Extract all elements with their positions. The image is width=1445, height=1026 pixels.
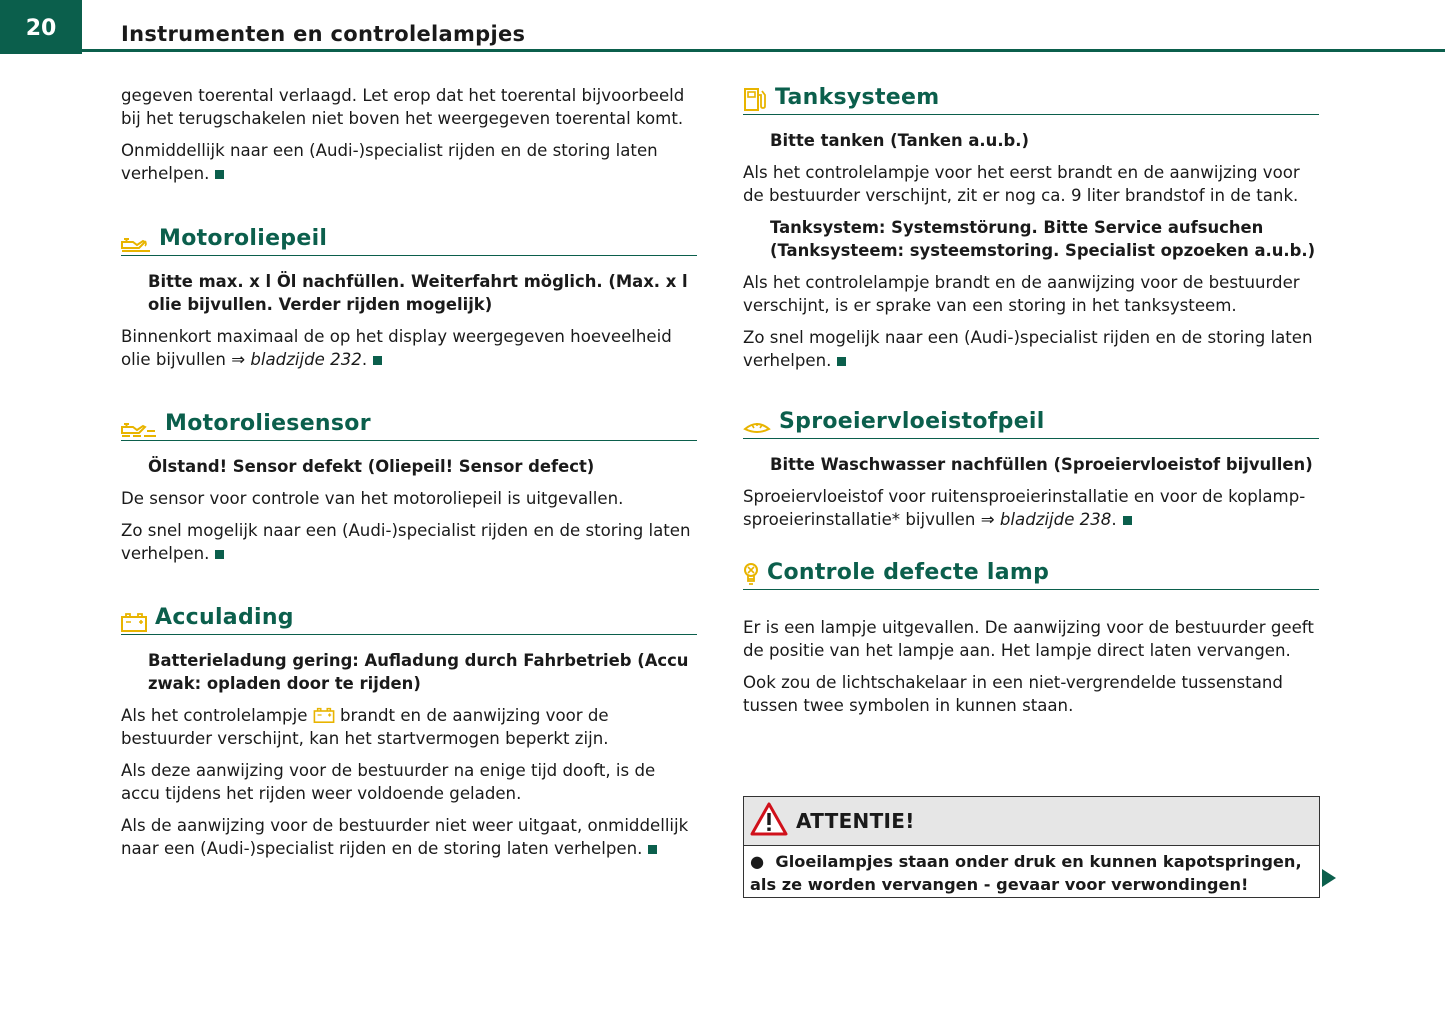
page-number: 20 — [0, 0, 82, 54]
end-mark-icon — [648, 845, 657, 854]
end-mark-icon — [837, 357, 846, 366]
reference-arrow-icon: ⇒ — [231, 350, 246, 369]
paragraph: Zo snel mogelijk naar een (Audi-)specialist rijden en de storing laten verhelpen. — [121, 521, 691, 563]
warning-box — [743, 796, 1320, 898]
section-acculading-heading — [121, 604, 697, 635]
header-rule — [82, 49, 1445, 52]
end-mark-icon — [215, 170, 224, 179]
oil-can-sensor-icon — [121, 410, 157, 438]
section-motoroliepeil-heading — [121, 225, 697, 256]
continue-arrow-icon — [1322, 869, 1336, 887]
paragraph: Als het controlelampje voor het eerst brandt en de aanwijzing voor de bestuurder verschijnt, zit er nog ca. 9 liter brandstof in de tank. — [743, 163, 1300, 205]
washer-fluid-icon — [743, 408, 771, 436]
reference-arrow-icon: ⇒ — [980, 510, 995, 529]
display-message: Tanksystem: Systemstörung. Bitte Service aufsuchen (Tanksysteem: systeemstoring. Specialist opzoeken a.u.b.) — [770, 218, 1316, 260]
fuel-pump-icon — [743, 84, 767, 112]
warning-header — [744, 797, 1319, 846]
paragraph: De sensor voor controle van het motoroliepeil is uitgevallen. — [121, 489, 624, 508]
warning-triangle-icon — [750, 802, 788, 840]
display-message: Ölstand! Sensor defekt (Oliepeil! Sensor defect) — [148, 457, 595, 476]
paragraph: Als de aanwijzing voor de bestuurder niet weer uitgaat, onmiddellijk naar een (Audi-)specialist rijden en de storing laten verhelpen. — [121, 816, 689, 858]
paragraph: Ook zou de lichtschakelaar in een niet-vergrendelde tussenstand tussen twee symbolen in kunnen staan. — [743, 673, 1283, 715]
chapter-title: Instrumenten en controlelampjes — [121, 22, 526, 46]
battery-icon — [313, 706, 335, 725]
section-title: Tanksysteem — [775, 85, 940, 110]
warning-text: ● Gloeilampjes staan onder druk en kunnen kapotspringen, als ze worden vervangen - gevaar voor verwondingen! — [750, 852, 1302, 894]
paragraph: Als het controlelampje brandt en de aanwijzing voor de bestuurder verschijnt, kan het startvermogen beperkt zijn. — [121, 706, 609, 748]
intro-paragraph-1: gegeven toerental verlaagd. Let erop dat het toerental bijvoorbeeld bij het terugschakelen niet boven het weergegeven toerental komt. — [121, 86, 685, 128]
intro-paragraph-2: Onmiddellijk naar een (Audi-)specialist rijden en de storing laten verhelpen. — [121, 141, 658, 183]
paragraph: Sproeiervloeistof voor ruitensproeierinstallatie en voor de koplamp-sproeierinstallatie* bijvullen ⇒ bladzijde 238. — [743, 487, 1306, 529]
paragraph: Als het controlelampje brandt en de aanwijzing voor de bestuurder verschijnt, is er sprake van een storing in het tanksysteem. — [743, 273, 1300, 315]
end-mark-icon — [215, 550, 224, 559]
end-mark-icon — [373, 356, 382, 365]
display-message: Batterieladung gering: Aufladung durch Fahrbetrieb (Accu zwak: opladen door te rijden) — [148, 651, 689, 693]
page-reference-link[interactable]: bladzijde 238 — [999, 510, 1112, 529]
section-motoroliesensor-heading — [121, 410, 697, 441]
section-title: Acculading — [155, 605, 294, 630]
paragraph: Er is een lampje uitgevallen. De aanwijzing voor de bestuurder geeft de positie van het lampje aan. Het lampje direct laten vervangen. — [743, 618, 1314, 660]
display-message: Bitte Waschwasser nachfüllen (Sproeiervloeistof bijvullen) — [770, 455, 1313, 474]
warning-title: ATTENTIE! — [796, 809, 915, 833]
section-title: Sproeiervloeistofpeil — [779, 409, 1045, 434]
bulb-failure-icon — [743, 559, 759, 587]
paragraph: Zo snel mogelijk naar een (Audi-)specialist rijden en de storing laten verhelpen. — [743, 328, 1313, 370]
display-message: Bitte tanken (Tanken a.u.b.) — [770, 131, 1029, 150]
paragraph: Binnenkort maximaal de op het display weergegeven hoeveelheid olie bijvullen ⇒ bladzijde 232. — [121, 327, 672, 369]
section-title: Controle defecte lamp — [767, 560, 1050, 585]
section-title: Motoroliepeil — [159, 226, 328, 251]
right-column — [743, 84, 1319, 726]
section-tanksysteem-heading — [743, 84, 1319, 115]
oil-can-level-icon — [121, 225, 151, 253]
section-sproeiervloeistofpeil-heading — [743, 408, 1319, 439]
left-column — [121, 84, 697, 869]
section-title: Motoroliesensor — [165, 411, 371, 436]
paragraph: Als deze aanwijzing voor de bestuurder na enige tijd dooft, is de accu tijdens het rijden weer voldoende geladen. — [121, 761, 656, 803]
page-reference-link[interactable]: bladzijde 232 — [250, 350, 362, 369]
bullet-icon: ● — [750, 852, 765, 871]
battery-icon — [121, 604, 147, 632]
section-controle-defecte-lamp-heading — [743, 559, 1319, 590]
end-mark-icon — [1123, 516, 1132, 525]
display-message: Bitte max. x l Öl nachfüllen. Weiterfahrt möglich. (Max. x l olie bijvullen. Verder rijden mogelijk) — [148, 272, 688, 314]
